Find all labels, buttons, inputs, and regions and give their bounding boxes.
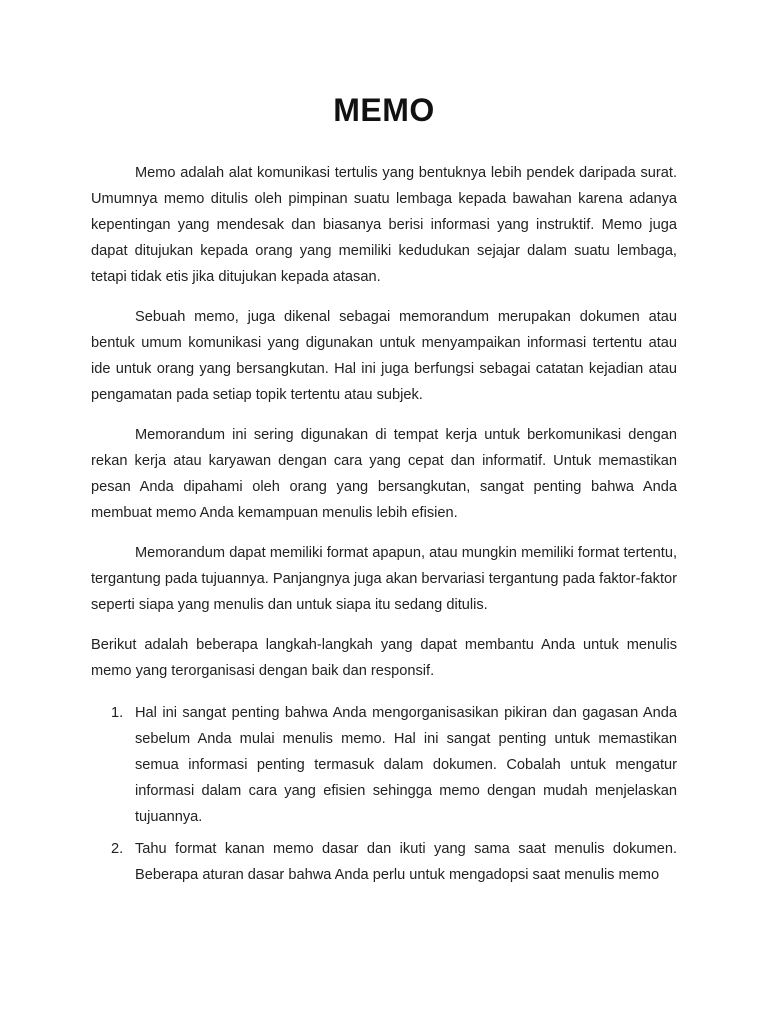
memo-title: MEMO [333, 92, 435, 128]
paragraph-memorandum: Sebuah memo, juga dikenal sebagai memorandum merupakan dokumen atau bentuk umum komunikasi yang digunakan untuk menyampaikan informasi tertentu atau ide untuk orang yang bersangkutan. Hal ini juga berfungsi sebagai catatan kejadian atau pengamatan pada setiap topik tertentu atau subjek. [91, 309, 677, 403]
paragraph-definition: Memo adalah alat komunikasi tertulis yang bentuknya lebih pendek daripada surat. Umumnya memo ditulis oleh pimpinan suatu lembaga kepada bawahan karena adanya kepentingan yang mendesak dan biasanya berisi informasi yang instruktif. Memo juga dapat ditujukan kepada orang yang memiliki kedudukan sejajar dalam suatu lembaga, tetapi tidak etis jika ditujukan kepada atasan. [91, 165, 677, 285]
step-text: Hal ini sangat penting bahwa Anda mengorganisasikan pikiran dan gagasan Anda sebelum Anda mulai menulis memo. Hal ini sangat penting untuk memastikan semua informasi penting termasuk dalam dokumen. Cobalah untuk mengatur informasi dalam cara yang efisien sehingga memo dengan mudah menjelaskan tujuannya. [135, 705, 677, 825]
step-number: 1. [111, 705, 124, 721]
step-text: Tahu format kanan memo dasar dan ikuti yang sama saat menulis dokumen. Beberapa aturan dasar bahwa Anda perlu untuk mengadopsi saat menulis memo [135, 841, 677, 883]
paragraph-workplace-use: Memorandum ini sering digunakan di tempat kerja untuk berkomunikasi dengan rekan kerja atau karyawan dengan cara yang cepat dan informatif. Untuk memastikan pesan Anda dipahami oleh orang yang bersangkutan, sangat penting bahwa Anda membuat memo Anda kemampuan menulis lebih efisien. [91, 427, 677, 521]
list-item [91, 700, 677, 830]
paragraph-steps-intro: Berikut adalah beberapa langkah-langkah yang dapat membantu Anda untuk menulis memo yang terorganisasi dengan baik dan responsif. [91, 637, 677, 679]
paragraph-format: Memorandum dapat memiliki format apapun, atau mungkin memiliki format tertentu, tergantung pada tujuannya. Panjangnya juga akan bervariasi tergantung pada faktor-faktor seperti siapa yang menulis dan untuk siapa itu sedang ditulis. [91, 545, 677, 613]
step-number: 2. [111, 841, 124, 857]
steps-list [91, 700, 677, 888]
memo-body [91, 160, 677, 894]
list-item [91, 836, 677, 888]
